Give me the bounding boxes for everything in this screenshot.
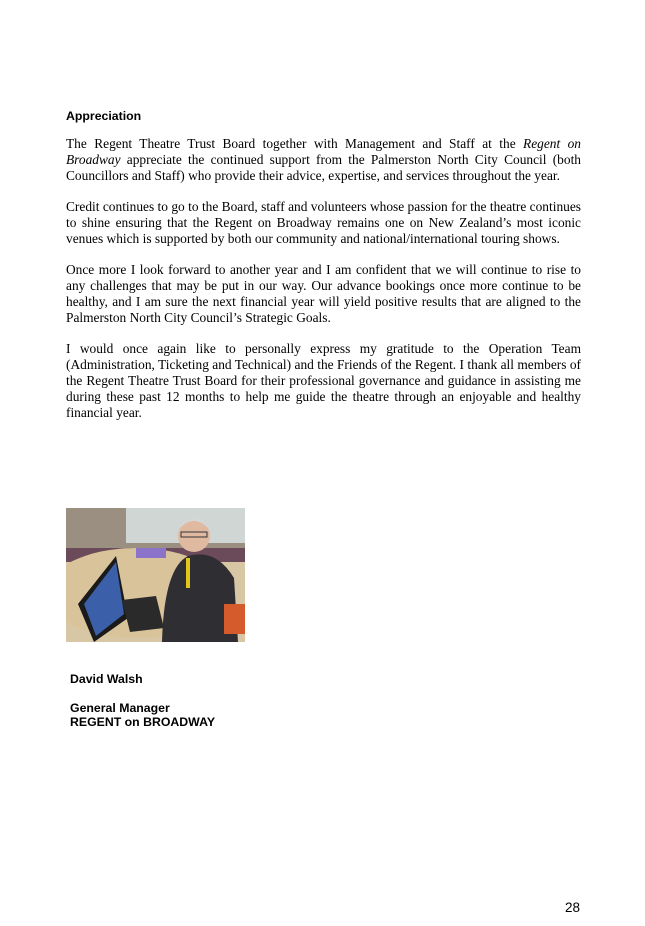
venue-name-italic: Regent on Broadway	[66, 136, 581, 167]
paragraph-1	[66, 136, 581, 184]
paragraph-1-pre: The Regent Theatre Trust Board together with Management and Staff at the	[66, 136, 524, 151]
signatory-name: David Walsh	[70, 672, 143, 686]
section-heading: Appreciation	[66, 109, 142, 123]
paragraph-2: Credit continues to go to the Board, staff and volunteers whose passion for the theatre continues to shine ensuring that the Regent on Broadway remains one on New Zealand’s most iconic venues which is supported by both our community and national/international touring shows.	[66, 199, 581, 246]
paragraph-3: Once more I look forward to another year and I am confident that we will continue to rise to any challenges that may be put in our way. Our advance bookings once more continue to be healthy, and I am sure the next financial year will yield positive results that are aligned to the Palmerston North City Council’s Strategic Goals.	[66, 262, 581, 325]
paragraph-1-post: appreciate the continued support from the Palmerston North City Council (both Councillors and Staff) who provide their advice, expertise, and services throughout the year.	[66, 151, 581, 183]
page-number: 28	[565, 900, 581, 915]
signatory-title: General Manager	[70, 701, 170, 715]
photo-illustration	[66, 508, 245, 642]
paragraph-4: I would once again like to personally express my gratitude to the Operation Team (Administration, Ticketing and Technical) and the Friends of the Regent. I thank all members of the Regent Theatre Trust Board for their professional governance and guidance in assisting me during these past 12 months to help me guide the theatre through an enjoyable and healthy financial year.	[66, 341, 581, 420]
manager-photo	[66, 508, 245, 642]
signatory-organization: REGENT on BROADWAY	[70, 715, 216, 729]
